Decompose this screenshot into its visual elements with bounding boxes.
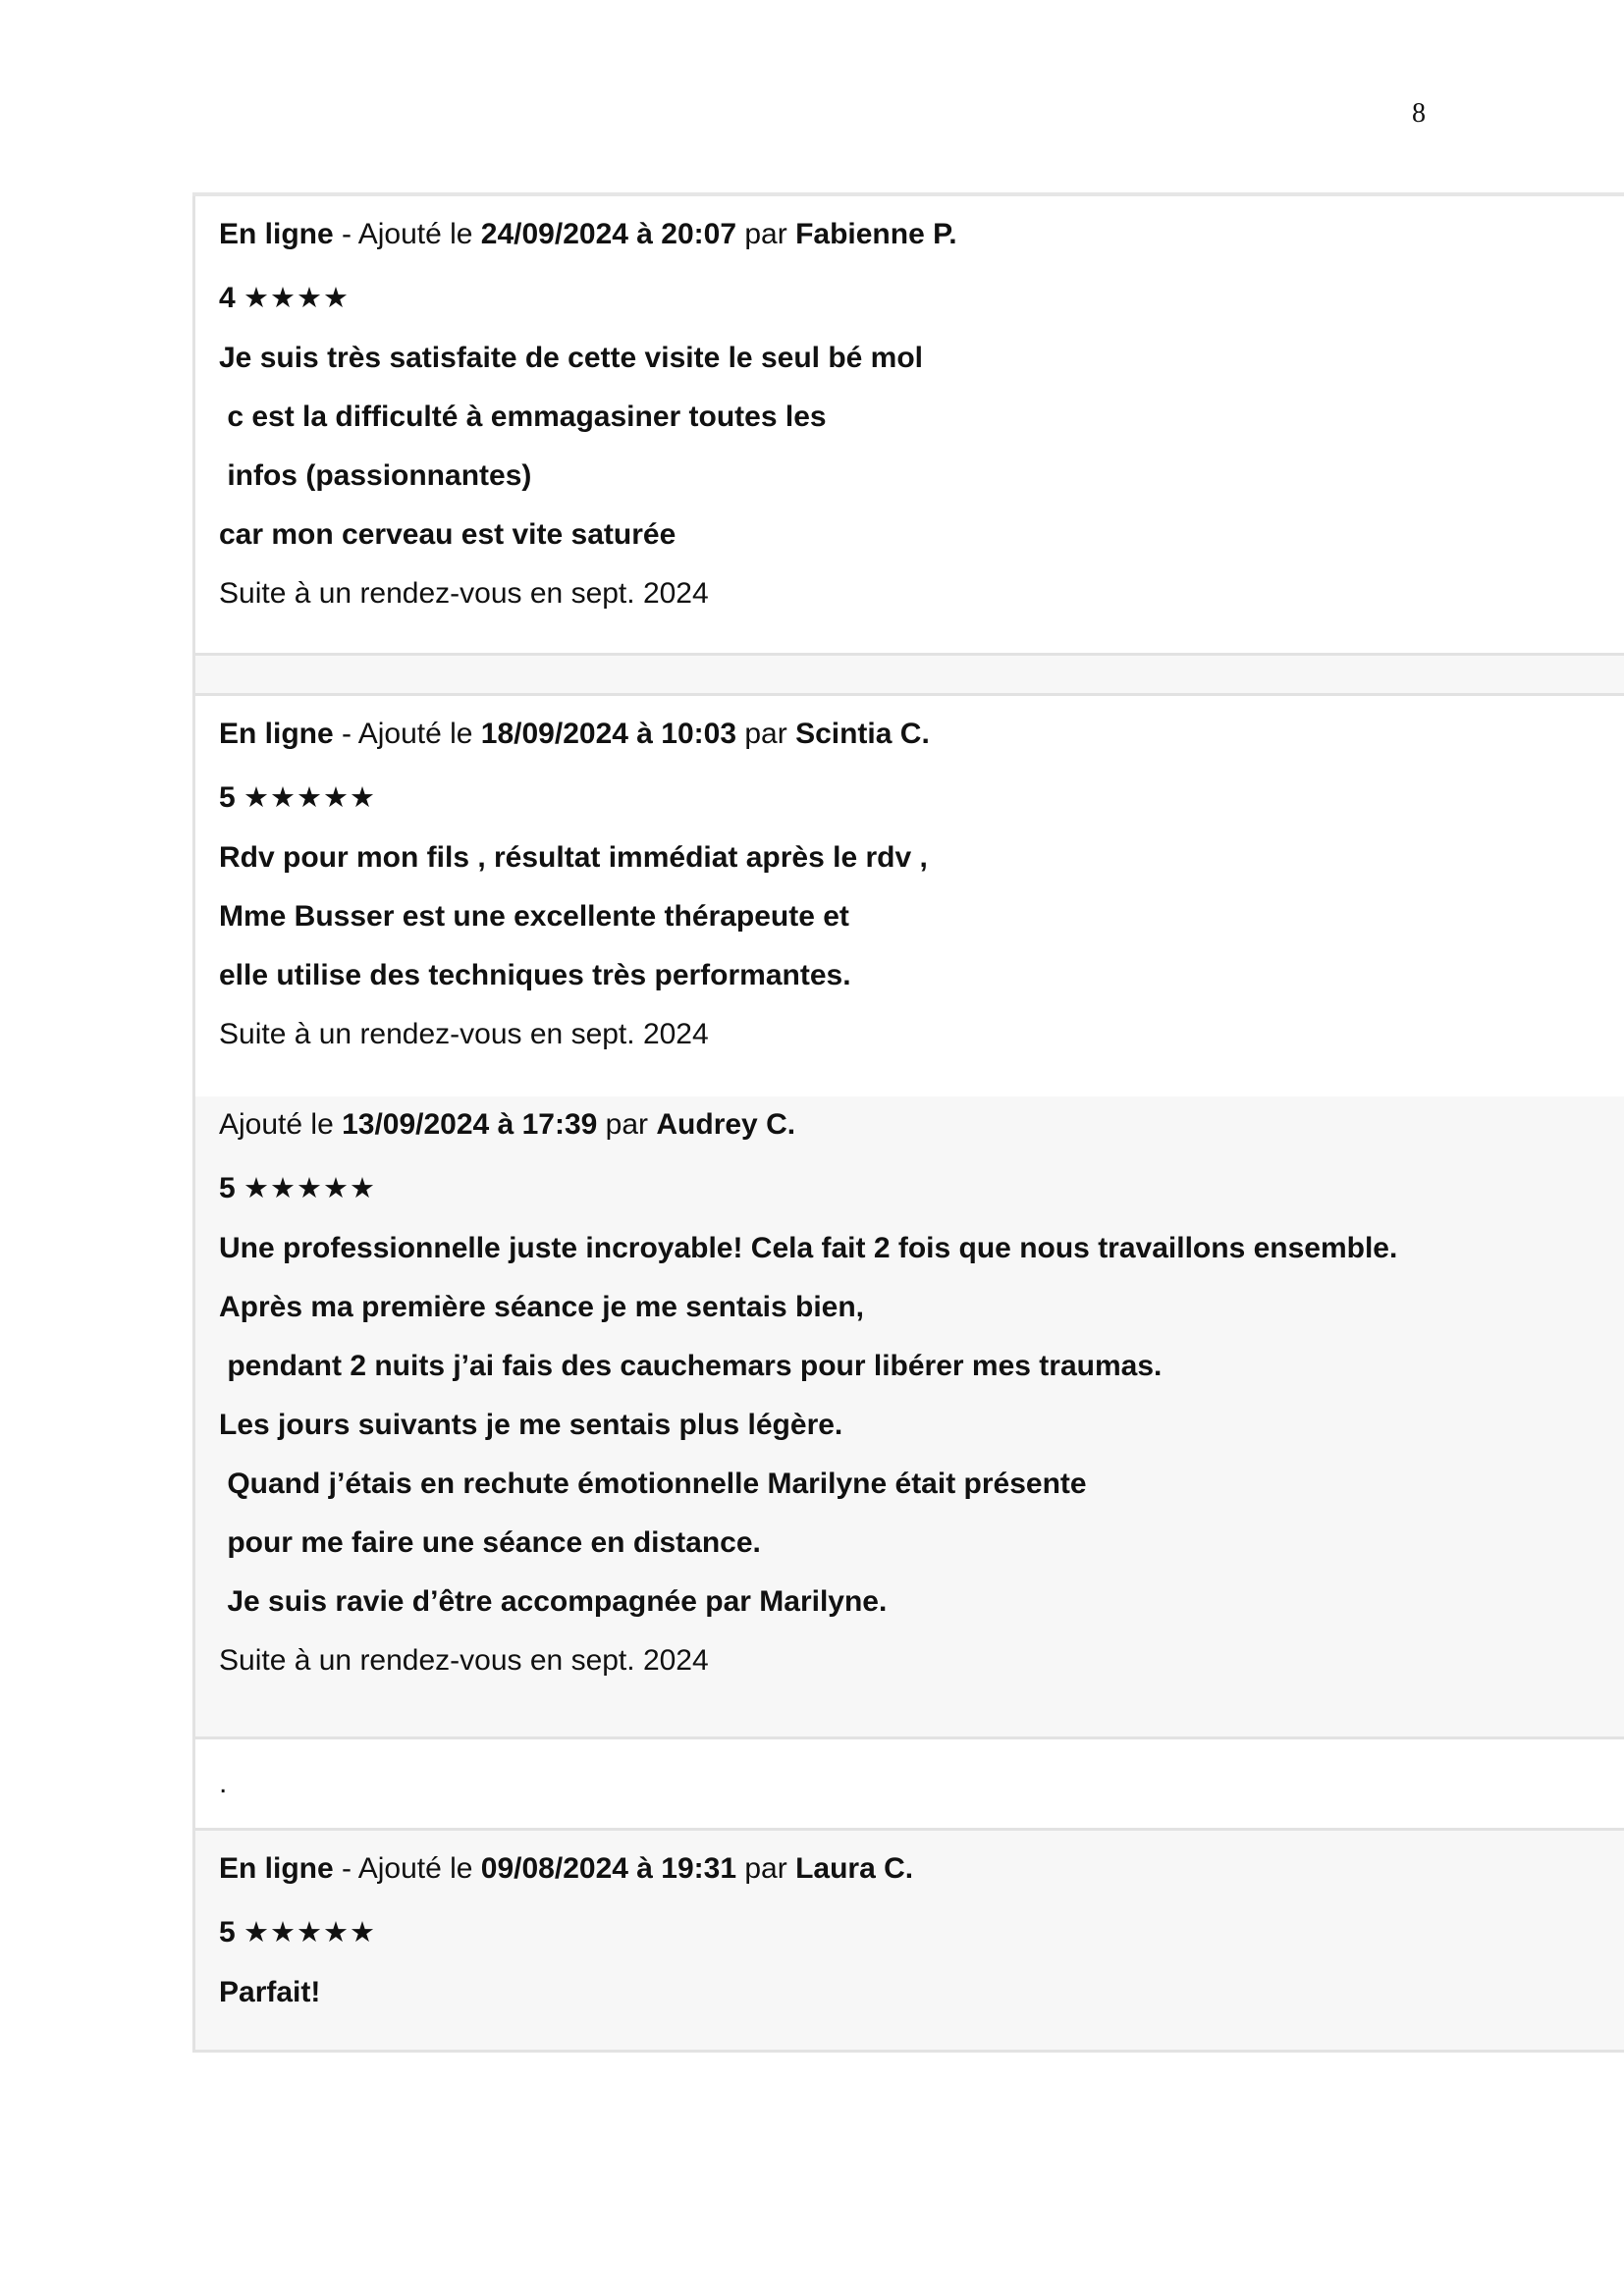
review-source: En ligne bbox=[219, 218, 334, 250]
page-number: 8 bbox=[1412, 98, 1426, 129]
review-text-line: Rdv pour mon fils , résultat immédiat après le rdv , bbox=[219, 841, 928, 874]
review-by: par bbox=[744, 218, 787, 250]
review-text-line: Je suis très satisfaite de cette visite le seul bé mol bbox=[219, 342, 923, 374]
review-text-line: car mon cerveau est vite saturée bbox=[219, 518, 677, 551]
review-added-prefix: Ajouté le bbox=[219, 1108, 334, 1141]
review-text-line: Après ma première séance je me sentais bien, bbox=[219, 1291, 864, 1323]
separator-dot: . bbox=[192, 1736, 1624, 1831]
review-by: par bbox=[744, 718, 787, 750]
review-visit: Suite à un rendez-vous en sept. 2024 bbox=[219, 577, 709, 610]
review-text-line: pendant 2 nuits j’ai fais des cauchemars pour libérer mes traumas. bbox=[219, 1350, 1163, 1382]
star-icon: ★★★★★ bbox=[244, 1915, 377, 1949]
rating-value: 5 bbox=[219, 1172, 236, 1204]
review-card bbox=[192, 696, 1624, 1096]
review-card bbox=[192, 1831, 1624, 2053]
rating-value: 4 bbox=[219, 282, 236, 314]
review-added-prefix: Ajouté le bbox=[357, 1852, 473, 1885]
review-visit: Suite à un rendez-vous en sept. 2024 bbox=[219, 1644, 709, 1677]
review-rating bbox=[219, 778, 1624, 816]
review-text-line: Je suis ravie d’être accompagnée par Marilyne. bbox=[219, 1585, 888, 1618]
review-date: 09/08/2024 à 19:31 bbox=[480, 1852, 737, 1885]
review-by: par bbox=[605, 1108, 649, 1141]
review-date: 13/09/2024 à 17:39 bbox=[342, 1108, 598, 1141]
review-source: En ligne bbox=[219, 718, 334, 750]
star-icon: ★★★★ bbox=[244, 281, 351, 314]
review-author: Fabienne P. bbox=[795, 218, 957, 250]
review-author: Laura C. bbox=[795, 1852, 914, 1885]
review-by: par bbox=[744, 1852, 787, 1885]
review-card bbox=[192, 196, 1624, 656]
review-date: 24/09/2024 à 20:07 bbox=[480, 218, 737, 250]
review-visit: Suite à un rendez-vous en sept. 2024 bbox=[219, 1018, 709, 1050]
review-rating bbox=[219, 1169, 1624, 1206]
review-rating bbox=[219, 1913, 1624, 1950]
review-text-line: c est la difficulté à emmagasiner toutes les bbox=[219, 400, 827, 433]
review-date: 18/09/2024 à 10:03 bbox=[480, 718, 737, 750]
reviews-list bbox=[192, 192, 1624, 2053]
review-meta: En ligne - Ajouté le 24/09/2024 à 20:07 par Fabienne P. bbox=[219, 218, 957, 250]
rating-value: 5 bbox=[219, 781, 236, 814]
review-text-line: pour me faire une séance en distance. bbox=[219, 1526, 761, 1559]
review-text-line: Parfait! bbox=[219, 1976, 321, 2008]
review-text-line: Quand j’étais en rechute émotionnelle Marilyne était présente bbox=[219, 1468, 1087, 1500]
review-text-line: Mme Busser est une excellente thérapeute et bbox=[219, 900, 849, 933]
review-author: Scintia C. bbox=[795, 718, 930, 750]
review-added-prefix: Ajouté le bbox=[357, 218, 473, 250]
review-meta: En ligne - Ajouté le 09/08/2024 à 19:31 par Laura C. bbox=[219, 1852, 914, 1885]
review-author: Audrey C. bbox=[656, 1108, 796, 1141]
review-meta: En ligne - Ajouté le 18/09/2024 à 10:03 par Scintia C. bbox=[219, 718, 930, 750]
rating-value: 5 bbox=[219, 1916, 236, 1949]
review-gap bbox=[192, 656, 1624, 696]
review-card bbox=[192, 1096, 1624, 1736]
review-meta bbox=[219, 1106, 1624, 1144]
review-text-line: Les jours suivants je me sentais plus légère. bbox=[219, 1409, 843, 1441]
review-text-line: elle utilise des techniques très performantes. bbox=[219, 959, 851, 991]
review-text-line: Une professionnelle juste incroyable! Cela fait 2 fois que nous travaillons ensemble. bbox=[219, 1232, 1398, 1264]
review-rating bbox=[219, 279, 1624, 316]
review-source: En ligne bbox=[219, 1852, 334, 1885]
star-icon: ★★★★★ bbox=[244, 1171, 377, 1204]
star-icon: ★★★★★ bbox=[244, 780, 377, 814]
review-added-prefix: Ajouté le bbox=[357, 718, 473, 750]
review-text-line: infos (passionnantes) bbox=[219, 459, 532, 492]
